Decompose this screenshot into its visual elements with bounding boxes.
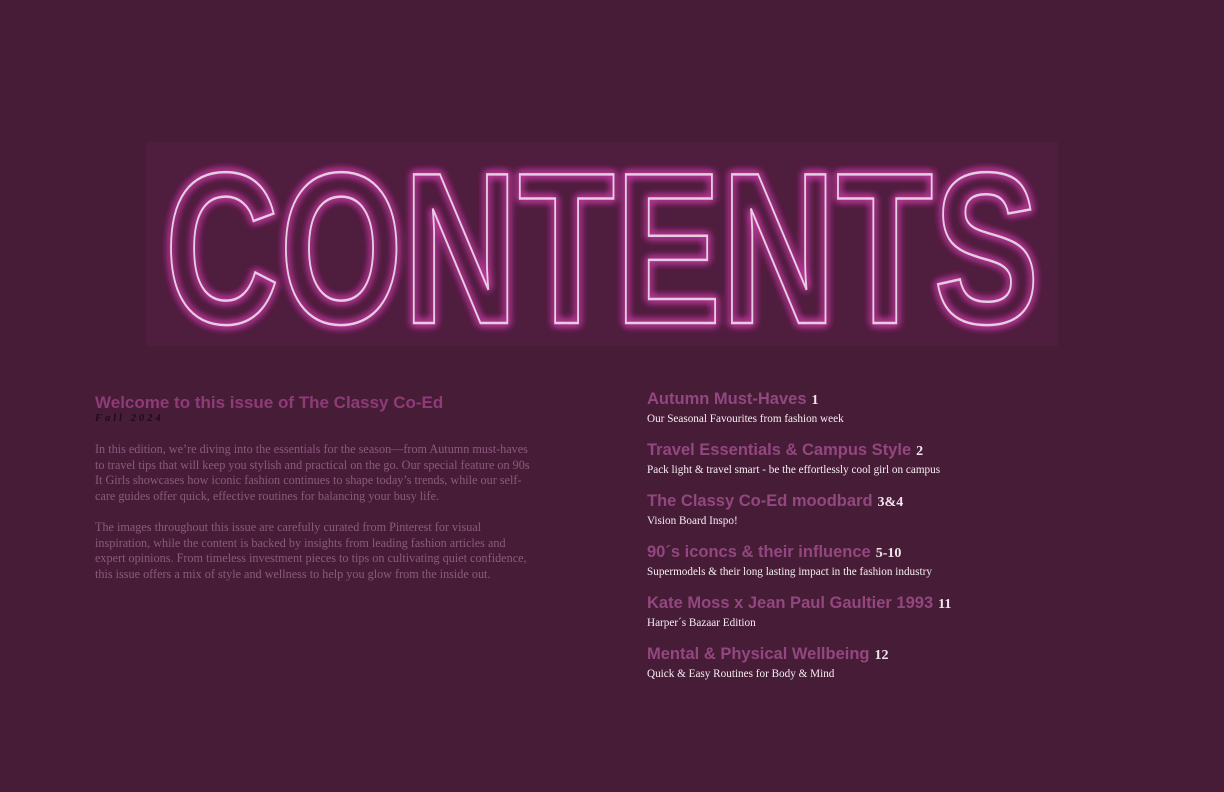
- toc-page-number: 11: [938, 597, 952, 612]
- toc-page-number: 2: [916, 444, 924, 459]
- toc-title: Autumn Must-Haves: [647, 390, 807, 408]
- toc-description: Supermodels & their long lasting impact in the fashion industry: [647, 566, 932, 578]
- toc-entry-moodboard[interactable]: [647, 490, 1167, 541]
- toc-title: The Classy Co-Ed moodbard: [647, 492, 873, 510]
- toc-entry-autumn-must-haves[interactable]: [647, 388, 1167, 439]
- toc-description: Vision Board Inspo!: [647, 515, 738, 527]
- toc-page-number: 5-10: [875, 546, 902, 561]
- toc-title: Kate Moss x Jean Paul Gaultier 1993: [647, 594, 934, 612]
- toc-entry-wellbeing[interactable]: [647, 643, 1167, 694]
- contents-title-glow: CONTENTS: [164, 142, 1040, 346]
- intro-section: [95, 393, 535, 598]
- toc-page-number: 12: [874, 648, 889, 663]
- toc-page-number: 3&4: [877, 495, 904, 510]
- intro-heading: Welcome to this issue of The Classy Co-Ed: [95, 393, 444, 412]
- toc-description: Quick & Easy Routines for Body & Mind: [647, 668, 835, 680]
- toc-entry-travel-essentials[interactable]: [647, 439, 1167, 490]
- toc-description: Our Seasonal Favourites from fashion week: [647, 413, 844, 425]
- toc-title: Mental & Physical Wellbeing: [647, 645, 870, 663]
- toc-description: Pack light & travel smart - be the effortlessly cool girl on campus: [647, 464, 941, 476]
- toc-page-number: 1: [811, 393, 819, 408]
- table-of-contents: [647, 388, 1167, 694]
- intro-paragraph: The images throughout this issue are carefully curated from Pinterest for visual inspiration, while the content is backed by insights from leading fashion articles and expert opinions. From timeless investment pieces to tips on cultivating quiet confidence, this issue offers a mix of style and wellness to help you glow from the inside out.: [95, 520, 527, 581]
- toc-title: 90´s iconcs & their influence: [647, 543, 871, 561]
- contents-title: CONTENTS: [164, 142, 1040, 346]
- contents-title-graphic: [146, 142, 1058, 346]
- contents-banner: [146, 142, 1058, 346]
- toc-entry-kate-moss[interactable]: [647, 592, 1167, 643]
- intro-paragraph: In this edition, we’re diving into the essentials for the season—from Autumn must-haves to travel tips that will keep you stylish and practical on the go. Our special feature on 90s It Girls showcases how iconic fashion continues to shape today’s trends, while our self-care guides offer quick, effective routines for balancing your busy life.: [95, 442, 530, 503]
- toc-title: Travel Essentials & Campus Style: [647, 441, 912, 459]
- issue-date: Fall 2024: [95, 413, 164, 424]
- toc-entry-90s-icons[interactable]: [647, 541, 1167, 592]
- toc-description: Harper´s Bazaar Edition: [647, 617, 756, 629]
